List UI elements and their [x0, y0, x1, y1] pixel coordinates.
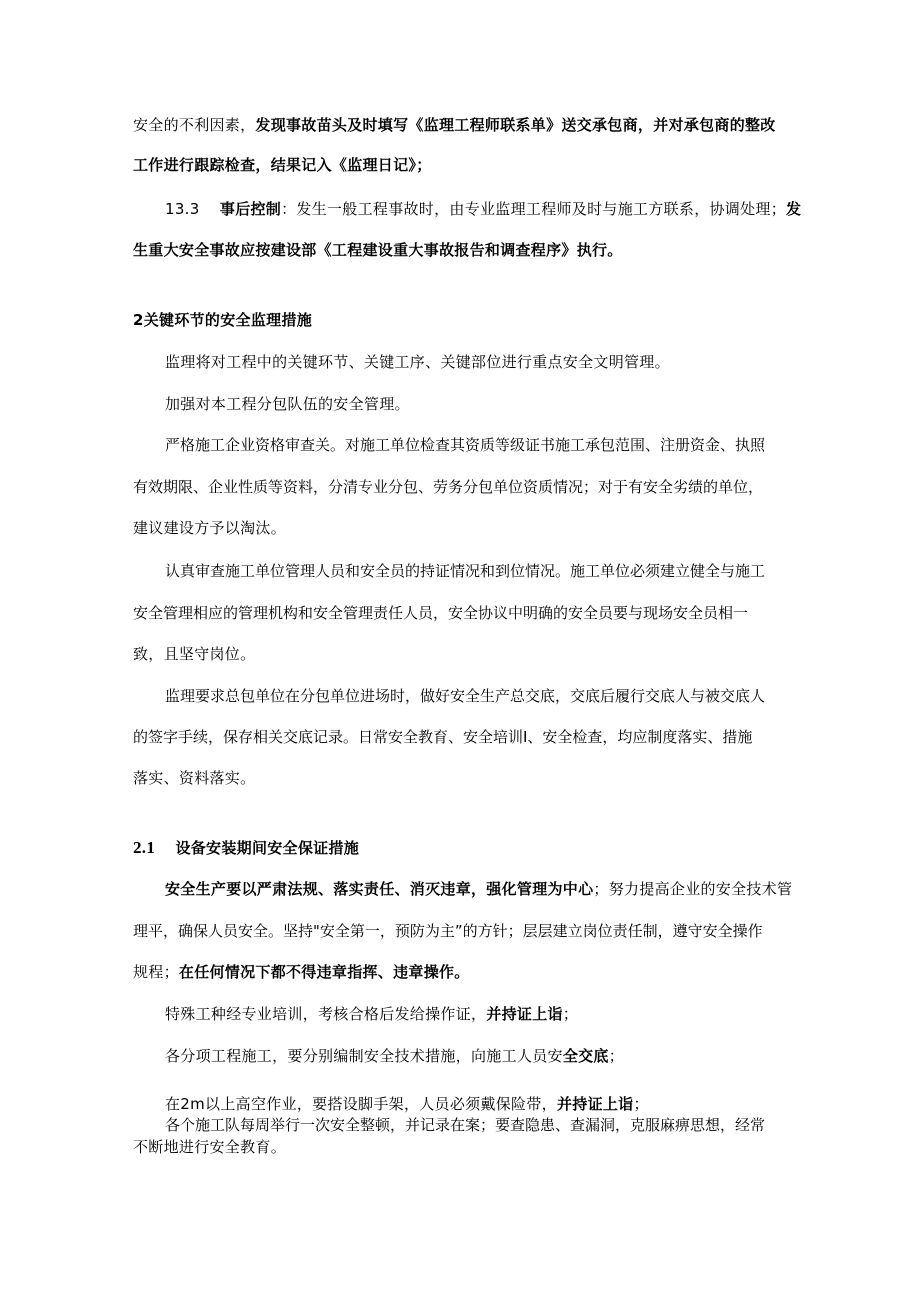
p7-line2: 的签字手续，保存相关交底记录。日常安全教育、安全培训Ⅰ、安全检查，均应制度落实、措施 [133, 728, 753, 746]
bold-text: 发 [786, 200, 802, 218]
text-span: 规程； [133, 963, 179, 981]
section-number: 13.3 [165, 200, 200, 218]
p8-line2: 理平，确保人员安全。坚持"安全第一，预防为主”的方针；层层建立岗位责任制，遵守安全操作 [133, 922, 763, 940]
text-span: 安全的不利因素， [133, 116, 256, 134]
p12-line1: 各个施工队每周举行一次安全整顿，并记录在案；要查隐患、查漏洞，克服麻痹思想，经常 [165, 1116, 766, 1134]
p6-line2: 安全管理相应的管理机构和安全管理责任人员，安全协议中明确的安全员要与现场安全员相一 [133, 604, 749, 622]
p4: 加强对本工程分包队伍的安全管理。 [165, 395, 410, 413]
p11 [165, 1094, 649, 1114]
p1-line1 [133, 115, 776, 135]
text-span: ；努力提高企业的安全技术管 [593, 880, 793, 898]
p2-line1 [165, 199, 801, 219]
text-span: ：发生一般工程事故时，由专业监理工程师及时与施工方联系，协调处理； [281, 200, 786, 218]
text-span: ； [633, 1095, 649, 1113]
p2-line2: 生重大安全事故应按建设部《工程建设重大事故报告和调查程序》执行。 [133, 241, 623, 259]
p10 [165, 1046, 624, 1066]
section-number: 2.1 [133, 838, 156, 857]
bold-text: 安全生产要以严肃法规、落实责任、消灭违章，强化管理为中心 [165, 880, 594, 898]
text-span: ； [562, 1005, 579, 1023]
bold-text: 发现事故苗头及时填写《监理工程师联系单》送交承包商，并对承包商的整改 [255, 116, 776, 134]
bold-text: 并持证上诣 [486, 1005, 563, 1023]
p6-line3: 致，且坚守岗位。 [133, 645, 256, 663]
p8-line1 [165, 879, 792, 899]
p6-line1: 认真审查施工单位管理人员和安全员的持证情况和到位情况。施工单位必须建立健全与施工 [165, 562, 766, 580]
bold-text: 全交底 [562, 1047, 609, 1065]
bold-text: 事后控制 [219, 200, 282, 218]
section-heading-2: 2关键环节的安全监理措施 [133, 311, 313, 329]
p12-line2: 不断地进行安全教育。 [133, 1138, 287, 1156]
p7-line3: 落实、资料落实。 [133, 769, 256, 787]
bold-text: 在任何情况下都不得违章指挥、违章操作。 [178, 963, 470, 981]
p7-line1: 监理要求总包单位在分包单位进场时，做好安全生产总交底，交底后履行交底人与被交底人 [165, 687, 766, 705]
p9 [165, 1004, 578, 1024]
section-heading-2-1 [133, 838, 359, 858]
p5-line3: 建议建设方予以淘汰。 [133, 519, 287, 537]
p1-line2: 工作进行跟踪检查，结果记入《监理日记》； [133, 156, 432, 174]
bold-text: 并持证上诣 [556, 1095, 634, 1113]
p8-line3 [133, 962, 470, 982]
p5-line1: 严格施工企业资格审查关。对施工单位检查其资质等级证书施工承包范围、注册资金、执照 [165, 436, 766, 454]
text-span: 各分项工程施工，要分别编制安全技术措施，向施工人员安 [165, 1047, 563, 1065]
p3: 监理将对工程中的关键环节、关键工序、关键部位进行重点安全文明管理。 [165, 353, 670, 371]
text-span: ； [608, 1047, 625, 1065]
bold-text: 设备安装期间安全保证措施 [175, 839, 360, 857]
p5-line2: 有效期限、企业性质等资料，分清专业分包、劳务分包单位资质情况；对于有安全劣绩的单位， [133, 478, 764, 496]
text-span: 特殊工种经专业培训，考核合格后发给操作证， [165, 1005, 487, 1023]
text-span: 在2m以上高空作业，要搭设脚手架，人员必须戴保险带， [165, 1095, 557, 1113]
